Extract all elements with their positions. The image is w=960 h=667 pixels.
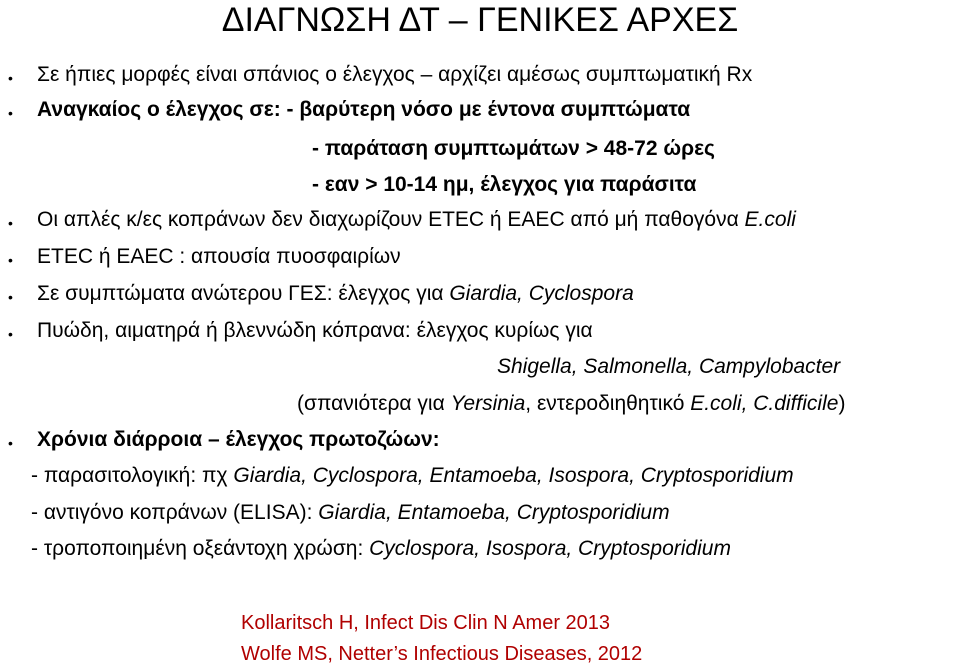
- text: - παράταση συμπτωμάτων > 48-72 ώρες: [312, 137, 715, 160]
- bullet-icon: •: [8, 326, 13, 342]
- rarer-organisms: [297, 392, 845, 416]
- bullet-icon: •: [8, 289, 13, 305]
- organism-list-bacteria: [497, 355, 840, 379]
- text: Αναγκαίος ο έλεγχος σε: - βαρύτερη νόσο με έντονα συμπτώματα: [37, 98, 691, 121]
- text: Σε ήπιες μορφές είναι σπάνιος ο έλεγχος – αρχίζει αμέσως συμπτωματική Rx: [37, 63, 753, 86]
- text: - παρασιτολογική: πχ: [31, 464, 234, 487]
- bullet-icon: •: [8, 435, 13, 451]
- bullet-bloody-stool: [37, 319, 593, 343]
- text: Πυώδη, αιματηρά ή βλεννώδη κόπρανα: έλεγχος κυρίως για: [37, 319, 593, 342]
- text: Σε συμπτώματα ανώτερου ΓΕΣ: έλεγχος για: [37, 282, 450, 305]
- sub-line-acid-fast-stain: [31, 537, 731, 561]
- text: - εαν > 10-14 ημ, έλεγχος για παράσιτα: [312, 173, 697, 196]
- organism-name: Yersinia: [450, 392, 526, 415]
- reference-1: Kollaritsch H, Infect Dis Clin N Amer 2013: [241, 612, 611, 634]
- bullet-testing-required: [37, 98, 690, 122]
- organism-names: Giardia, Entamoeba, Cryptosporidium: [318, 501, 670, 524]
- organism-names: Cyclospora, Isospora, Cryptosporidium: [369, 537, 731, 560]
- text: ): [838, 392, 846, 415]
- bullet-icon: •: [8, 105, 13, 121]
- text: (σπανιότερα για: [297, 392, 451, 415]
- text: , εντεροδιηθητικό: [525, 392, 691, 415]
- text: ETEC ή EAEC : απουσία πυοσφαιρίων: [37, 245, 401, 268]
- bullet-upper-gi: [37, 282, 634, 306]
- bullet-chronic-diarrhea: [37, 428, 440, 452]
- bullet-stool-cultures: [37, 208, 796, 232]
- bullet-mild-forms: [37, 63, 752, 87]
- bullet-etec-eaec: [37, 245, 401, 269]
- organism-name: E.coli: [744, 208, 796, 231]
- slide-title: ΔΙΑΓΝΩΣΗ ΔΤ – ΓΕΝΙΚΕΣ ΑΡΧΕΣ: [221, 1, 739, 39]
- sub-line-duration: [312, 137, 715, 161]
- organism-names: E.coli, C.difficile: [690, 392, 839, 415]
- text: Χρόνια διάρροια – έλεγχος πρωτοζώων:: [37, 428, 440, 451]
- organism-names: Giardia, Cyclospora, Entamoeba, Isospora, Cryptosporidium: [233, 464, 794, 487]
- text: Shigella, Salmonella, Campylobacter: [497, 355, 841, 378]
- organism-names: Giardia, Cyclospora: [449, 282, 634, 305]
- bullet-icon: •: [8, 215, 13, 231]
- bullet-icon: •: [8, 70, 13, 86]
- text: Οι απλές κ/ες κοπράνων δεν διαχωρίζουν ETEC ή EAEC από μή παθογόνα: [37, 208, 745, 231]
- bullet-icon: •: [8, 252, 13, 268]
- text: - αντιγόνο κοπράνων (ELISA):: [31, 501, 319, 524]
- sub-line-parasitology: [31, 464, 794, 488]
- text: - τροποποιημένη οξεάντοχη χρώση:: [31, 537, 370, 560]
- reference-2: Wolfe MS, Netter’s Infectious Diseases, 2012: [241, 643, 643, 665]
- sub-line-parasites: [312, 173, 696, 197]
- sub-line-antigen: [31, 501, 670, 525]
